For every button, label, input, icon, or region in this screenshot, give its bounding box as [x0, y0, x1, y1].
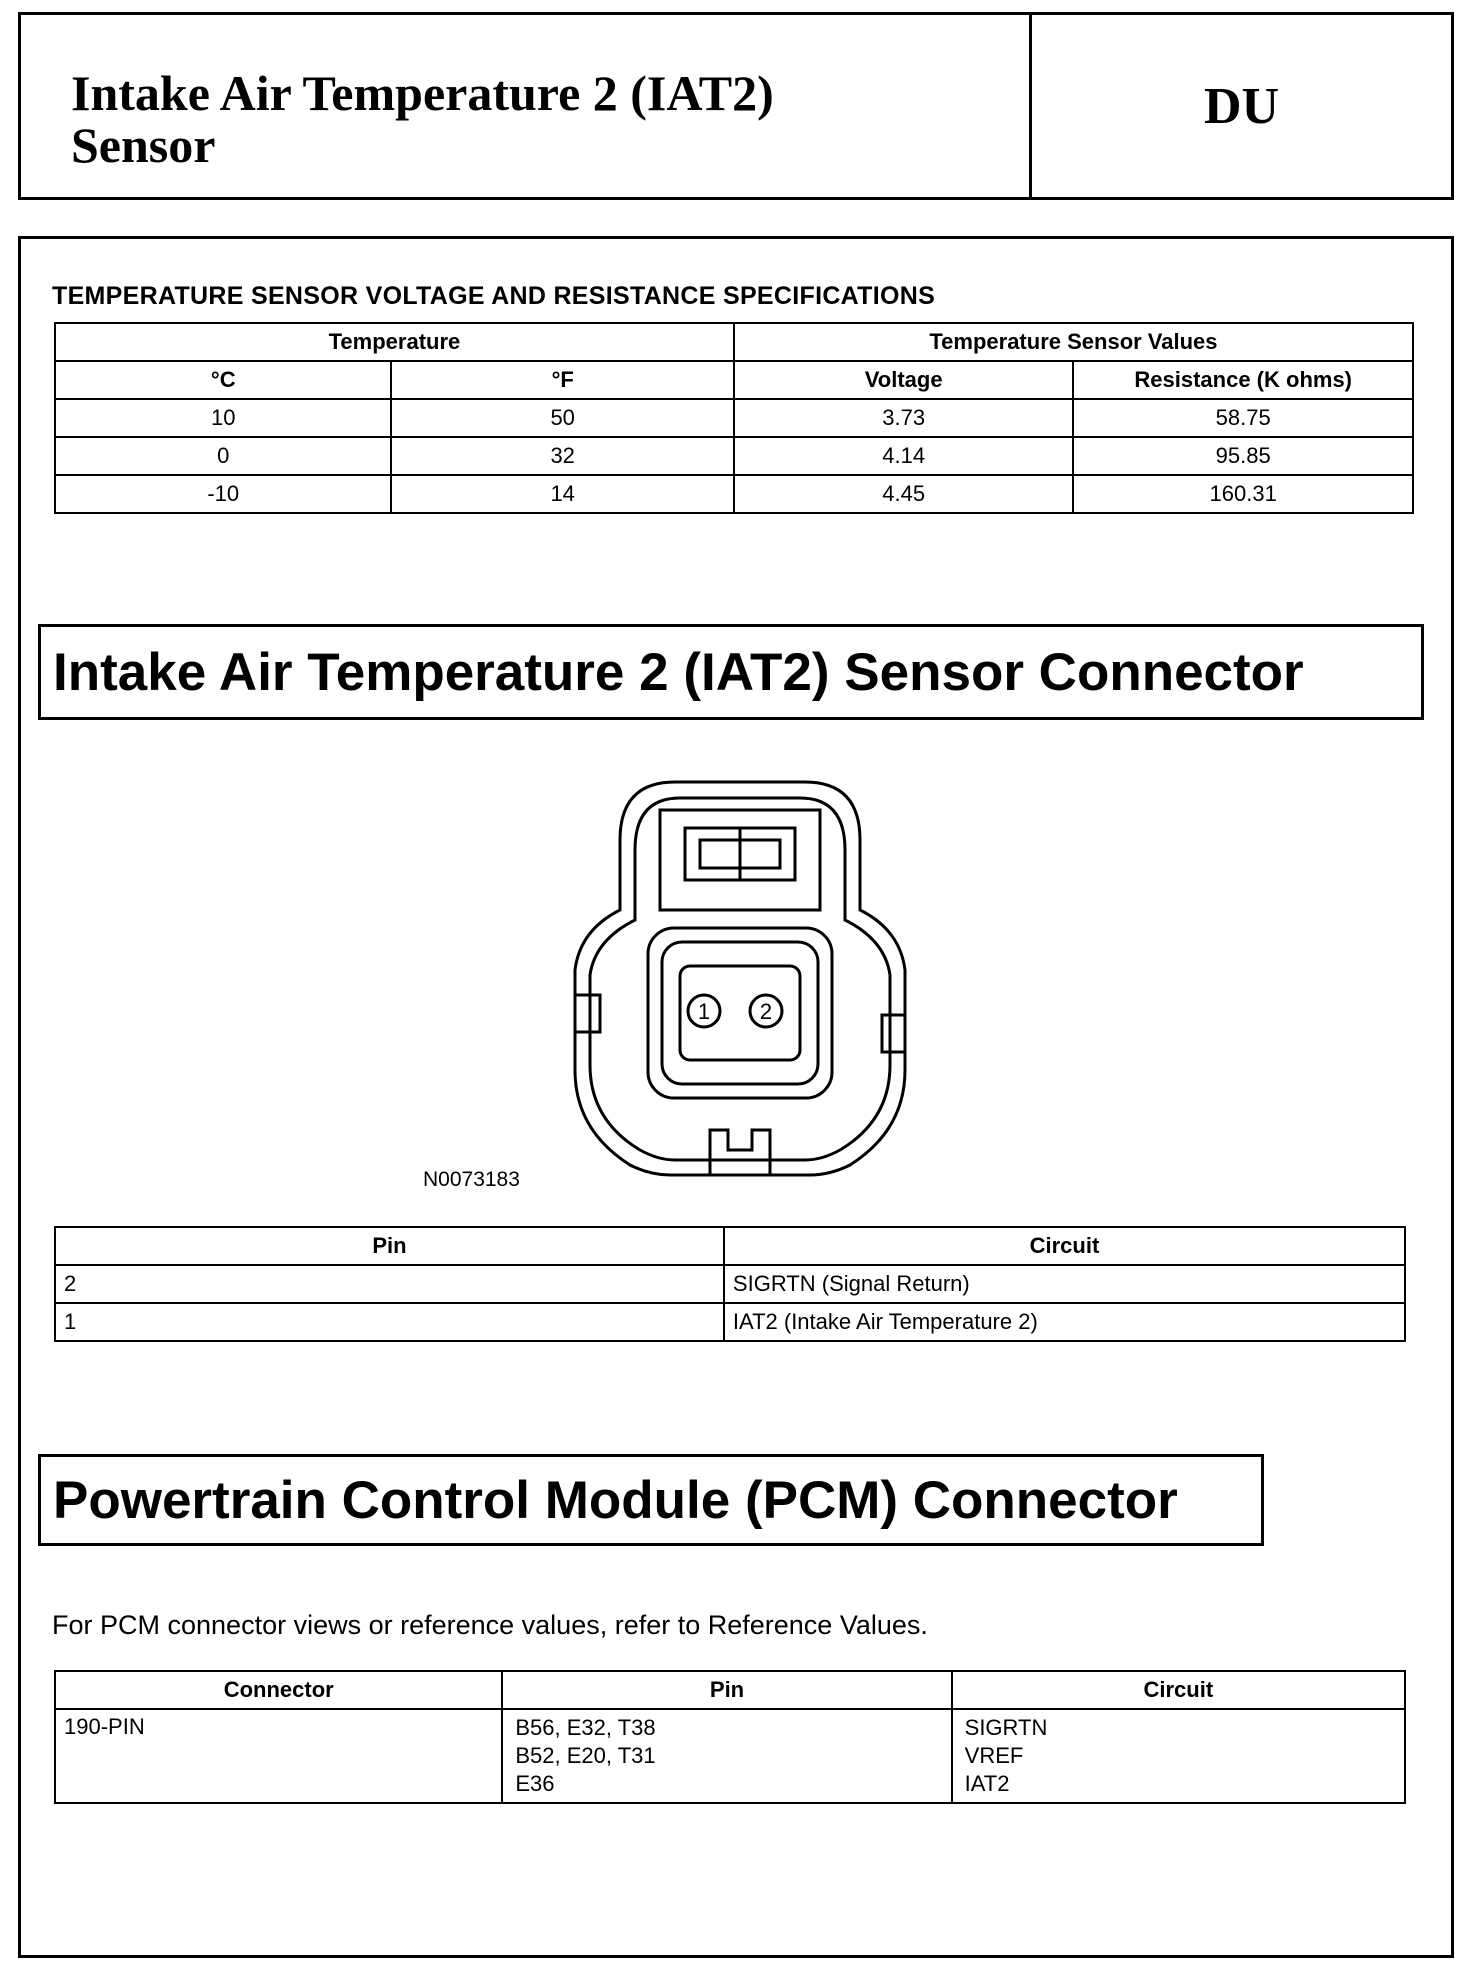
spec-table	[54, 322, 1414, 514]
table-row	[55, 399, 1413, 437]
table-row	[55, 475, 1413, 513]
cell-voltage: 4.45	[734, 475, 1074, 513]
pin-table-header-row	[55, 1227, 1405, 1265]
pin-group: B56, E32, T38	[515, 1715, 656, 1740]
group-header-sensor-values: Temperature Sensor Values	[734, 323, 1413, 361]
page-title	[71, 67, 774, 171]
cell-celsius: -10	[55, 475, 391, 513]
cell-resistance: 58.75	[1073, 399, 1413, 437]
group-header-temperature: Temperature	[55, 323, 734, 361]
circuit-name: SIGRTN	[964, 1715, 1048, 1740]
column-header-pin: Pin	[502, 1671, 951, 1709]
pcm-connector-heading: Powertrain Control Module (PCM) Connector	[38, 1454, 1264, 1546]
table-row	[55, 437, 1413, 475]
table-row	[55, 1265, 1405, 1303]
column-header-celsius: °C	[55, 361, 391, 399]
column-header-pin: Pin	[55, 1227, 724, 1265]
pcm-reference-note: For PCM connector views or reference values, refer to Reference Values.	[52, 1610, 928, 1640]
column-header-circuit: Circuit	[724, 1227, 1405, 1265]
pcm-table-header-row	[55, 1671, 1405, 1709]
cell-resistance: 160.31	[1073, 475, 1413, 513]
pin-shroud-inner	[662, 942, 818, 1084]
column-header-fahrenheit: °F	[391, 361, 733, 399]
title-line-1: Intake Air Temperature 2 (IAT2)	[71, 65, 774, 121]
column-header-resistance: Resistance (K ohms)	[1073, 361, 1413, 399]
cell-celsius: 0	[55, 437, 391, 475]
cell-fahrenheit: 50	[391, 399, 733, 437]
cell-pin: 1	[55, 1303, 724, 1341]
circuit-name: VREF	[964, 1743, 1024, 1768]
pin-label-1: 1	[697, 999, 711, 1024]
page-header	[18, 12, 1454, 200]
connector-diagram	[560, 770, 920, 1190]
cell-celsius: 10	[55, 399, 391, 437]
side-rib-left	[575, 995, 600, 1032]
side-rib-right	[882, 1015, 905, 1052]
cell-fahrenheit: 14	[391, 475, 733, 513]
pin-group: E36	[515, 1771, 555, 1796]
cell-circuit: IAT2 (Intake Air Temperature 2)	[724, 1303, 1405, 1341]
cell-circuit: SIGRTN (Signal Return)	[724, 1265, 1405, 1303]
table-row	[55, 1303, 1405, 1341]
cell-connector: 190-PIN	[55, 1709, 502, 1803]
pin-shroud-outer	[648, 928, 832, 1098]
spec-table-title: TEMPERATURE SENSOR VOLTAGE AND RESISTANCE SPECIFICATIONS	[52, 282, 936, 310]
spec-column-header-row	[55, 361, 1413, 399]
column-header-connector: Connector	[55, 1671, 502, 1709]
sensor-pin-table	[54, 1226, 1406, 1342]
circuit-name: IAT2	[964, 1771, 1010, 1796]
cell-circuits	[952, 1709, 1405, 1803]
table-row	[55, 1709, 1405, 1803]
figure-id: N0073183	[423, 1168, 520, 1191]
cell-pin: 2	[55, 1265, 724, 1303]
pcm-connector-table	[54, 1670, 1406, 1804]
column-header-circuit: Circuit	[952, 1671, 1405, 1709]
bottom-key	[710, 1130, 770, 1175]
sensor-connector-heading: Intake Air Temperature 2 (IAT2) Sensor Connector	[38, 624, 1424, 720]
cell-voltage: 4.14	[734, 437, 1074, 475]
cell-voltage: 3.73	[734, 399, 1074, 437]
cell-fahrenheit: 32	[391, 437, 733, 475]
spec-group-header-row	[55, 323, 1413, 361]
cell-pins	[502, 1709, 951, 1803]
section-code: DU	[1203, 77, 1280, 135]
column-header-voltage: Voltage	[734, 361, 1074, 399]
pin-label-2: 2	[759, 999, 773, 1024]
cell-resistance: 95.85	[1073, 437, 1413, 475]
pin-group: B52, E20, T31	[515, 1743, 656, 1768]
title-line-2: Sensor	[71, 117, 216, 173]
